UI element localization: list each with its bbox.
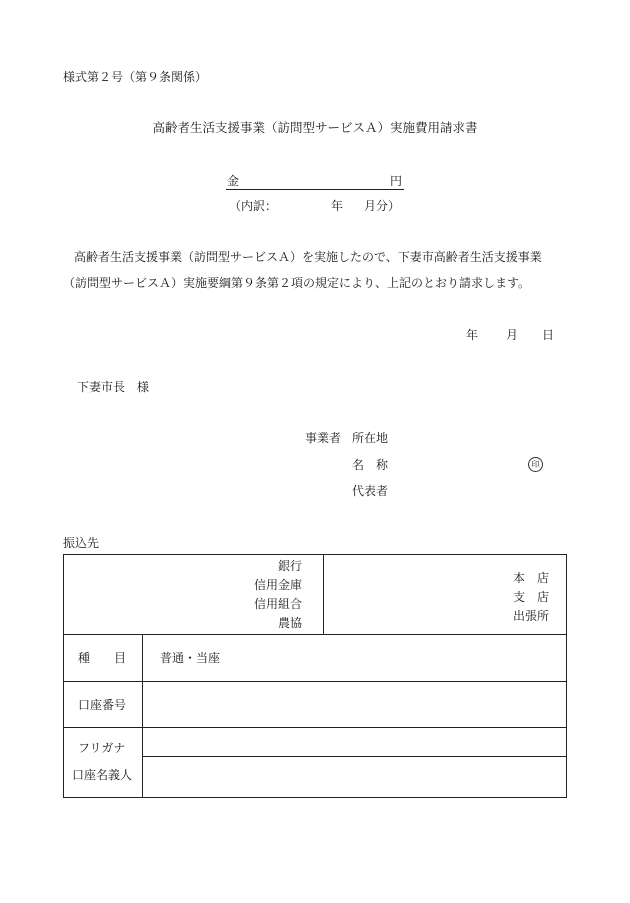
seal-icon: 印 — [528, 457, 543, 472]
account-number-label: 口座番号 — [78, 698, 127, 712]
form-id: 様式第２号（第９条関係） — [63, 70, 208, 84]
account-number-field[interactable] — [143, 682, 566, 727]
account-holder-field[interactable] — [143, 757, 566, 797]
furigana-label: フリガナ — [78, 741, 126, 755]
body-text-line-1: 高齢者生活支援事業（訪問型サービスＡ）を実施したので、下妻市高齢者生活支援事業 — [74, 250, 542, 264]
transfer-label: 振込先 — [63, 536, 100, 550]
account-holder-label: 口座名義人 — [72, 768, 133, 782]
amount-field[interactable] — [226, 189, 404, 190]
institution-type-nokyo: 農協 — [277, 616, 302, 630]
breakdown-label: （内訳： — [229, 199, 278, 213]
address-label: 所在地 — [352, 431, 389, 445]
breakdown-month-label: 月分） — [364, 199, 401, 213]
page-title: 高齢者生活支援事業（訪問型サービスＡ）実施費用請求書 — [152, 120, 478, 135]
breakdown-year-label: 年 — [331, 199, 344, 213]
institution-type-shinkin: 信用金庫 — [253, 578, 302, 592]
addressee: 下妻市長 様 — [77, 380, 150, 394]
name-label: 名 称 — [352, 458, 389, 472]
account-type-options[interactable]: 普通・当座 — [160, 651, 221, 665]
amount-prefix: 金 — [227, 174, 240, 188]
institution-type-shinkumi: 信用組合 — [253, 597, 302, 611]
body-text-line-2: （訪問型サービスＡ）実施要綱第９条第２項の規定により、上記のとおり請求します。 — [63, 276, 531, 290]
institution-type-bank: 銀行 — [277, 559, 302, 573]
date-day-label: 日 — [542, 328, 555, 342]
branch-type-branch: 支 店 — [512, 590, 549, 604]
branch-type-main: 本 店 — [512, 571, 549, 585]
date-year-label: 年 — [466, 328, 479, 342]
table-divider — [64, 634, 566, 635]
branch-type-office: 出張所 — [512, 609, 549, 623]
applicant-heading: 事業者 — [305, 431, 342, 445]
representative-label: 代表者 — [352, 484, 389, 498]
amount-unit: 円 — [390, 174, 403, 188]
furigana-field[interactable] — [143, 728, 566, 756]
account-type-label: 種 目 — [78, 651, 127, 665]
date-month-label: 月 — [506, 328, 519, 342]
bank-account-table — [63, 554, 567, 798]
